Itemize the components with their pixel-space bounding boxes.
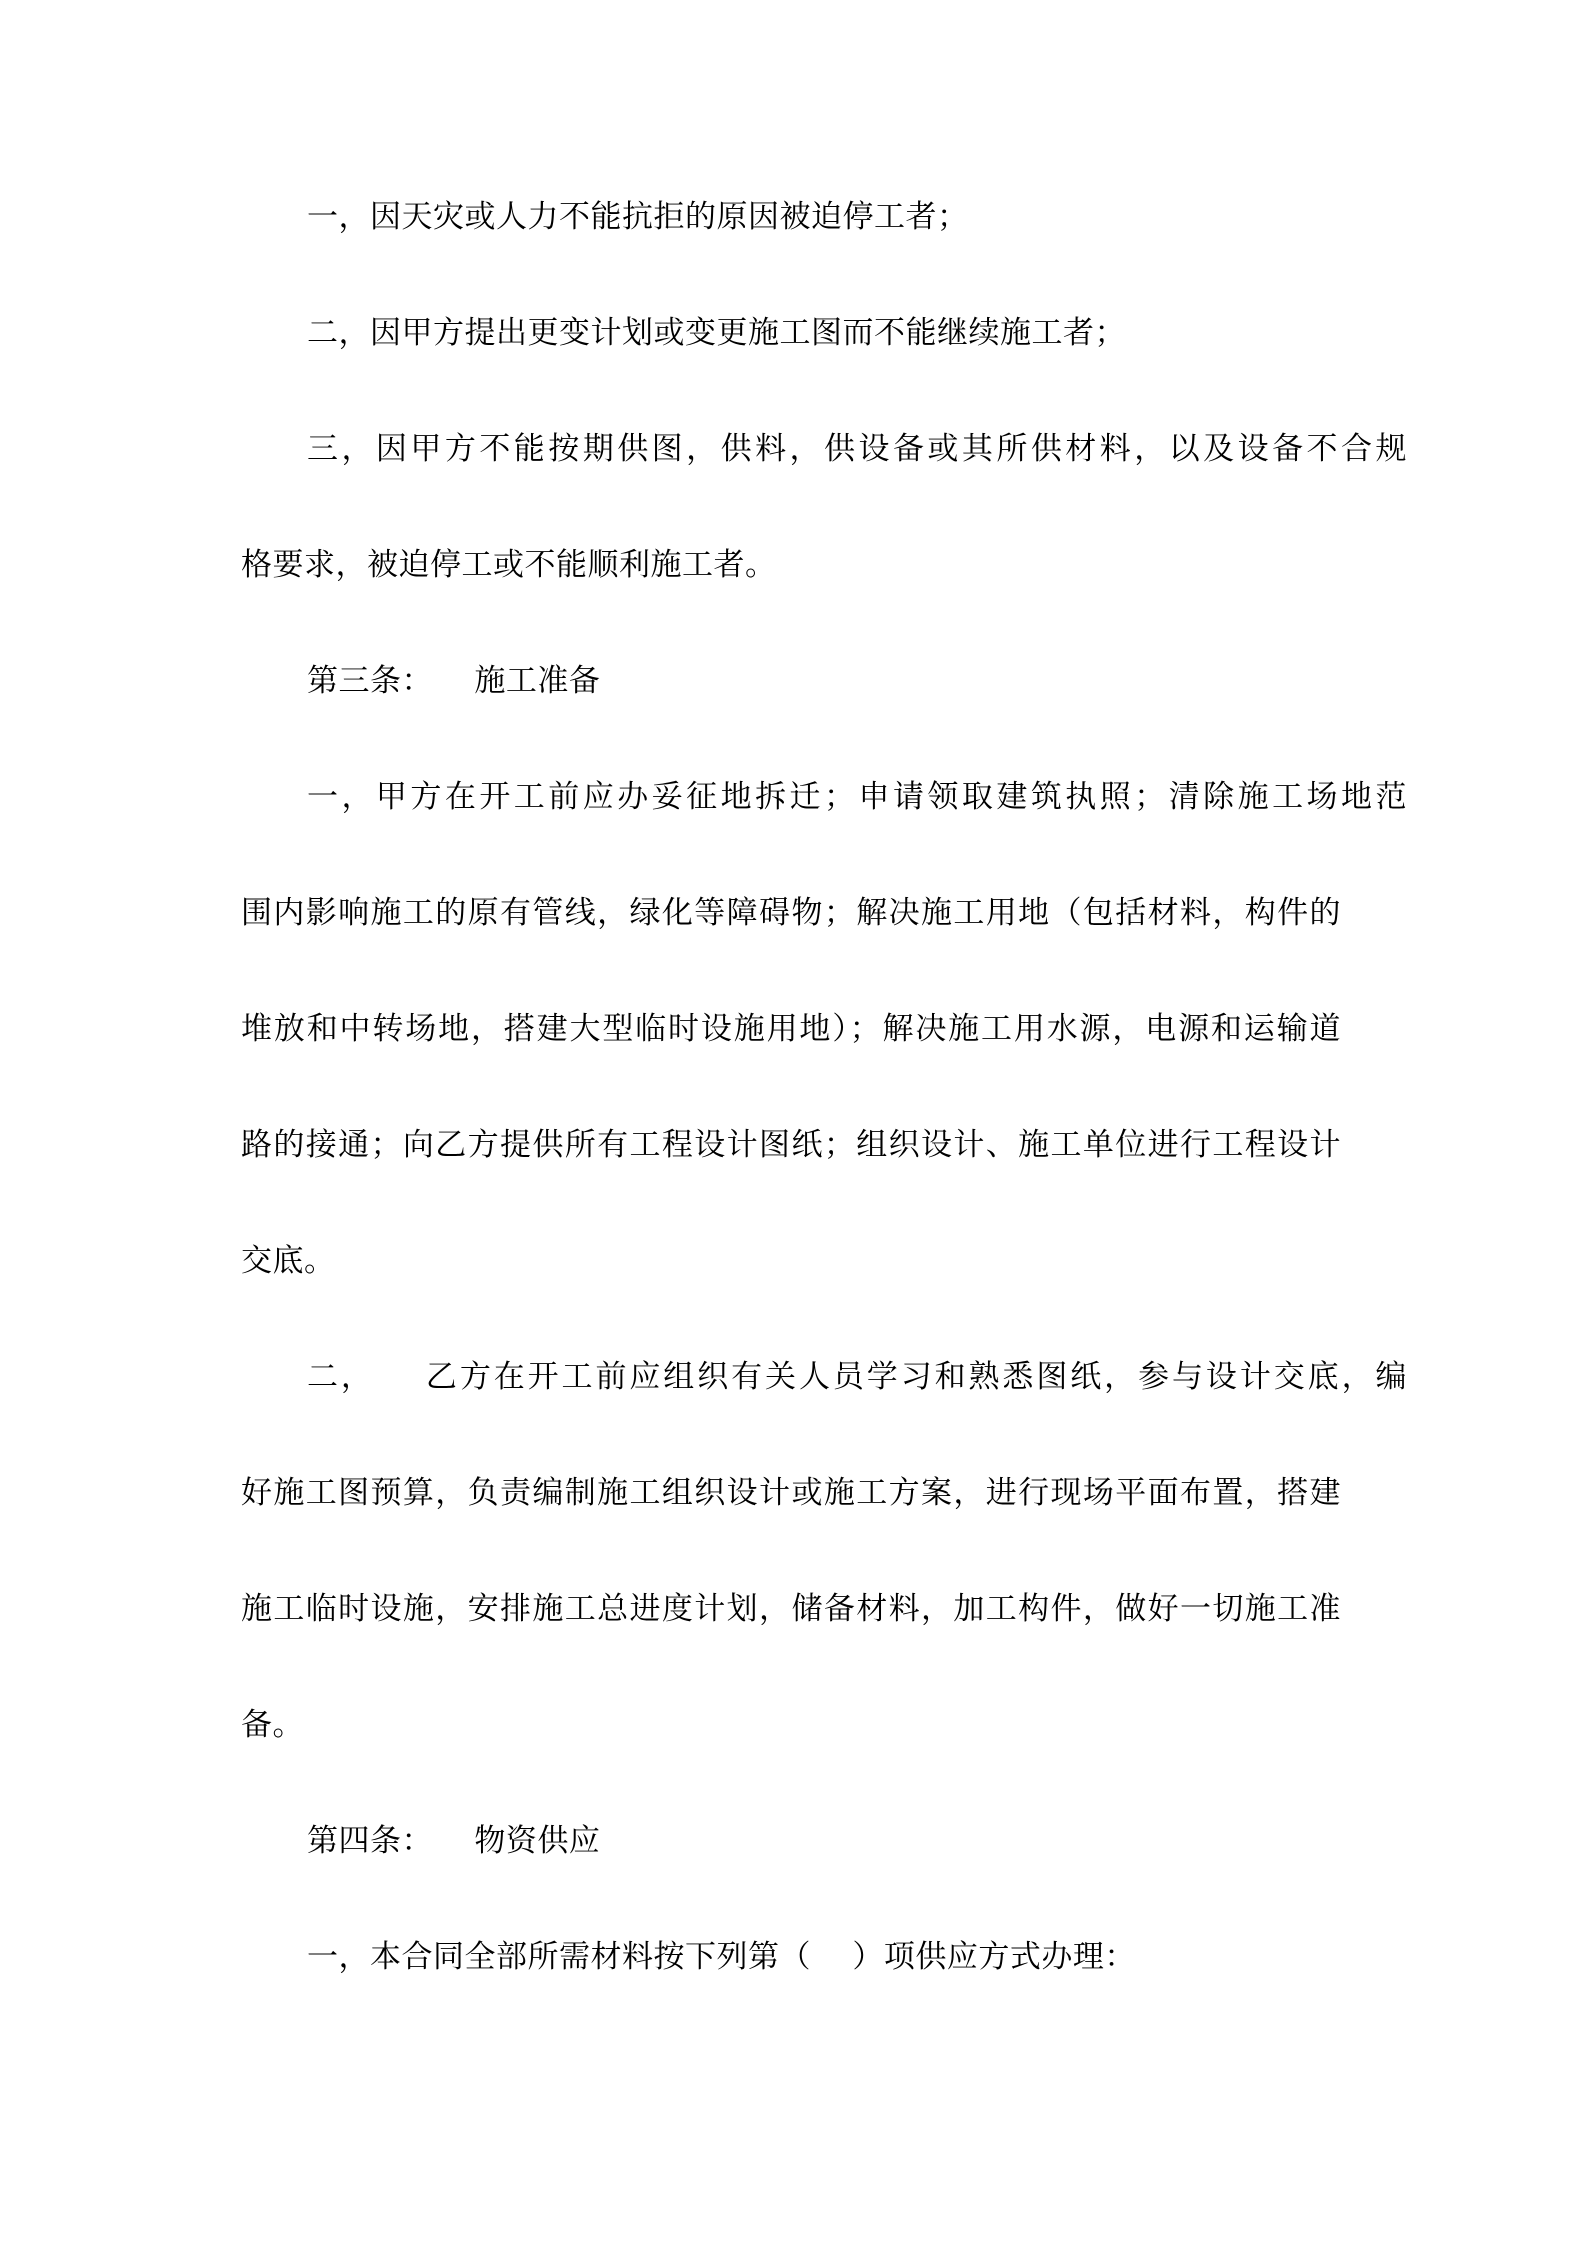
clause-line: 一，本合同全部所需材料按下列第（ ）项供应方式办理： [307, 1939, 1136, 1975]
clause-line: 施工临时设施，安排施工总进度计划，储备材料，加工构件，做好一切施工准 [241, 1591, 1341, 1627]
section-heading: 第四条： 物资供应 [307, 1823, 601, 1859]
section-heading: 第三条： 施工准备 [307, 663, 601, 699]
clause-line: 二，因甲方提出更变计划或变更施工图而不能继续施工者； [307, 315, 1126, 351]
clause-line: 一，因天灾或人力不能抗拒的原因被迫停工者； [307, 199, 969, 235]
clause-line: 三，因甲方不能按期供图，供料，供设备或其所供材料，以及设备不合规 [307, 431, 1407, 467]
clause-line: 格要求，被迫停工或不能顺利施工者。 [241, 547, 777, 583]
clause-line: 好施工图预算，负责编制施工组织设计或施工方案，进行现场平面布置，搭建 [241, 1475, 1341, 1511]
clause-line: 备。 [241, 1707, 304, 1743]
clause-line: 一，甲方在开工前应办妥征地拆迁；申请领取建筑执照；清除施工场地范 [307, 779, 1407, 815]
clause-line: 交底。 [241, 1243, 336, 1279]
clause-line: 路的接通；向乙方提供所有工程设计图纸；组织设计、施工单位进行工程设计 [241, 1127, 1341, 1163]
clause-line: 二， 乙方在开工前应组织有关人员学习和熟悉图纸，参与设计交底，编 [307, 1359, 1407, 1395]
clause-line: 围内影响施工的原有管线，绿化等障碍物；解决施工用地（包括材料，构件的 [241, 895, 1341, 931]
clause-line: 堆放和中转场地，搭建大型临时设施用地）；解决施工用水源，电源和运输道 [241, 1011, 1341, 1047]
